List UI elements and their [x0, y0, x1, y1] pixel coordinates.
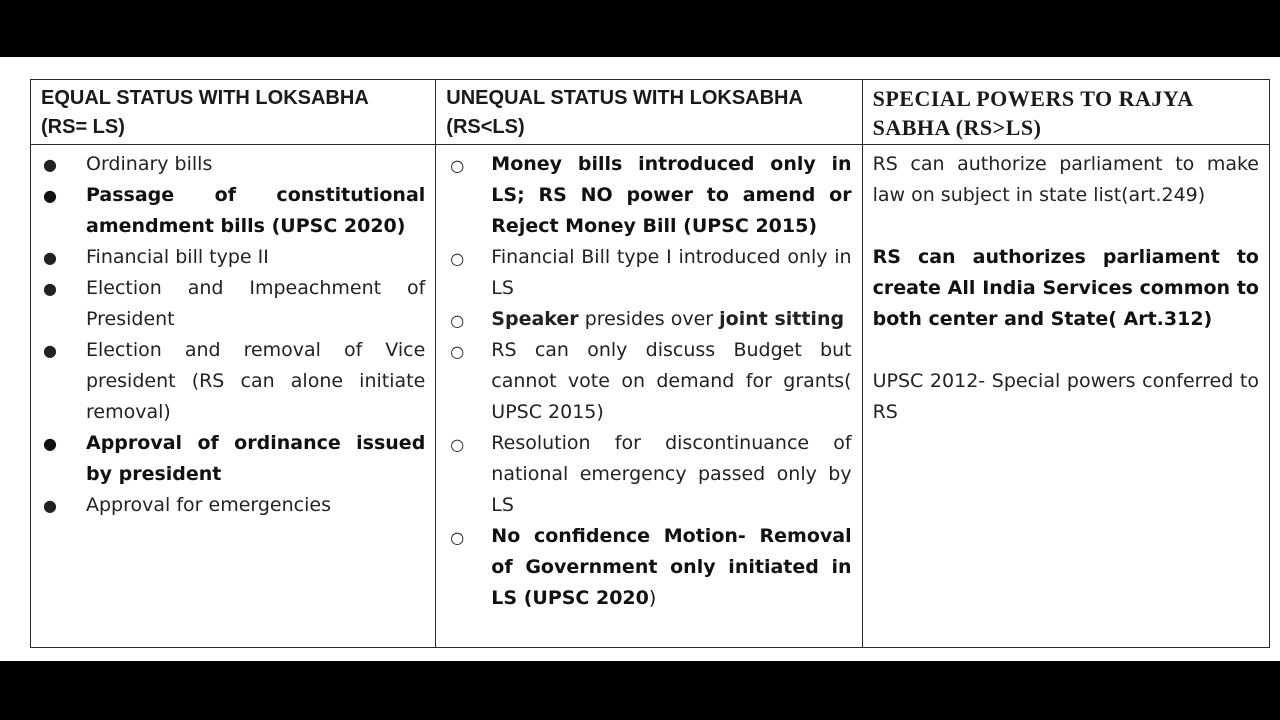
list-item	[41, 428, 425, 490]
circle-bullet-icon: ○	[450, 311, 465, 330]
list-item	[41, 180, 425, 242]
bullet-icon: ●	[43, 279, 57, 298]
list-item-text: Ordinary bills	[86, 153, 213, 175]
header-equal-status	[31, 80, 436, 145]
list-item	[446, 242, 851, 304]
list-item	[41, 149, 425, 180]
list-item	[446, 335, 851, 428]
bullet-icon: ●	[43, 341, 57, 360]
comparison-table	[30, 79, 1270, 648]
list-item-text: Passage of constitutional amendment bills (UPSC 2020)	[86, 184, 426, 237]
unequal-status-list	[446, 149, 851, 614]
content-row	[31, 145, 1270, 648]
list-item	[446, 521, 851, 614]
list-item-text: RS can only discuss Budget but cannot vote on demand for grants( UPSC 2015)	[491, 339, 852, 423]
paragraph: UPSC 2012- Special powers conferred to RS	[872, 370, 1259, 423]
bullet-icon: ●	[43, 496, 57, 515]
bullet-icon: ●	[43, 155, 57, 174]
paragraph: RS can authorizes parliament to create All India Services common to both center and State( Art.312)	[872, 246, 1259, 330]
bullet-icon: ●	[43, 186, 57, 205]
list-item-text: Approval of ordinance issued by president	[86, 432, 426, 485]
special-powers-cell	[862, 145, 1269, 648]
equal-status-list	[41, 149, 425, 521]
header-unequal-status-line2: (RS<LS)	[446, 116, 525, 138]
header-equal-status-line1: EQUAL STATUS WITH LOKSABHA	[41, 87, 369, 109]
header-equal-status-line2: (RS= LS)	[41, 116, 125, 138]
list-item	[446, 428, 851, 521]
list-item	[41, 490, 425, 521]
list-item-text-tail: )	[648, 587, 657, 609]
document-page	[0, 57, 1280, 661]
circle-bullet-icon: ○	[450, 435, 465, 454]
header-unequal-status	[436, 80, 862, 145]
header-special-powers	[862, 80, 1269, 145]
equal-status-cell	[31, 145, 436, 648]
bullet-icon: ●	[43, 434, 57, 453]
list-item-text-part: joint sitting	[719, 308, 845, 330]
bullet-icon: ●	[43, 248, 57, 267]
list-item	[41, 335, 425, 428]
circle-bullet-icon: ○	[450, 249, 465, 268]
header-row	[31, 80, 1270, 145]
circle-bullet-icon: ○	[450, 342, 465, 361]
list-item	[41, 242, 425, 273]
list-item-text: Financial bill type II	[86, 246, 269, 268]
circle-bullet-icon: ○	[450, 528, 465, 547]
paragraph: RS can authorize parliament to make law on subject in state list(art.249)	[872, 153, 1259, 206]
header-special-powers-line2: SABHA (RS>LS)	[872, 115, 1042, 140]
list-item-text: Money bills introduced only in LS; RS NO power to amend or Reject Money Bill (UPSC 2015)	[491, 153, 852, 237]
list-item	[41, 273, 425, 335]
list-item-text: Resolution for discontinuance of national emergency passed only by LS	[491, 432, 852, 516]
list-item-text: Election and Impeachment of President	[86, 277, 426, 330]
list-item-text: No confidence Motion- Removal of Government only initiated in LS (UPSC 2020	[491, 525, 852, 609]
header-special-powers-line1: SPECIAL POWERS TO RAJYA	[872, 86, 1194, 111]
list-item-text: Election and removal of Vice president (RS can alone initiate removal)	[86, 339, 426, 423]
list-item-text-part: presides over	[578, 308, 720, 330]
circle-bullet-icon: ○	[450, 156, 465, 175]
list-item-text: Approval for emergencies	[86, 494, 331, 516]
unequal-status-cell	[436, 145, 862, 648]
header-unequal-status-line1: UNEQUAL STATUS WITH LOKSABHA	[446, 87, 803, 109]
list-item	[446, 149, 851, 242]
list-item-text-part: Speaker	[491, 308, 579, 330]
list-item	[446, 304, 851, 335]
list-item-text: Financial Bill type I introduced only in LS	[491, 246, 852, 299]
